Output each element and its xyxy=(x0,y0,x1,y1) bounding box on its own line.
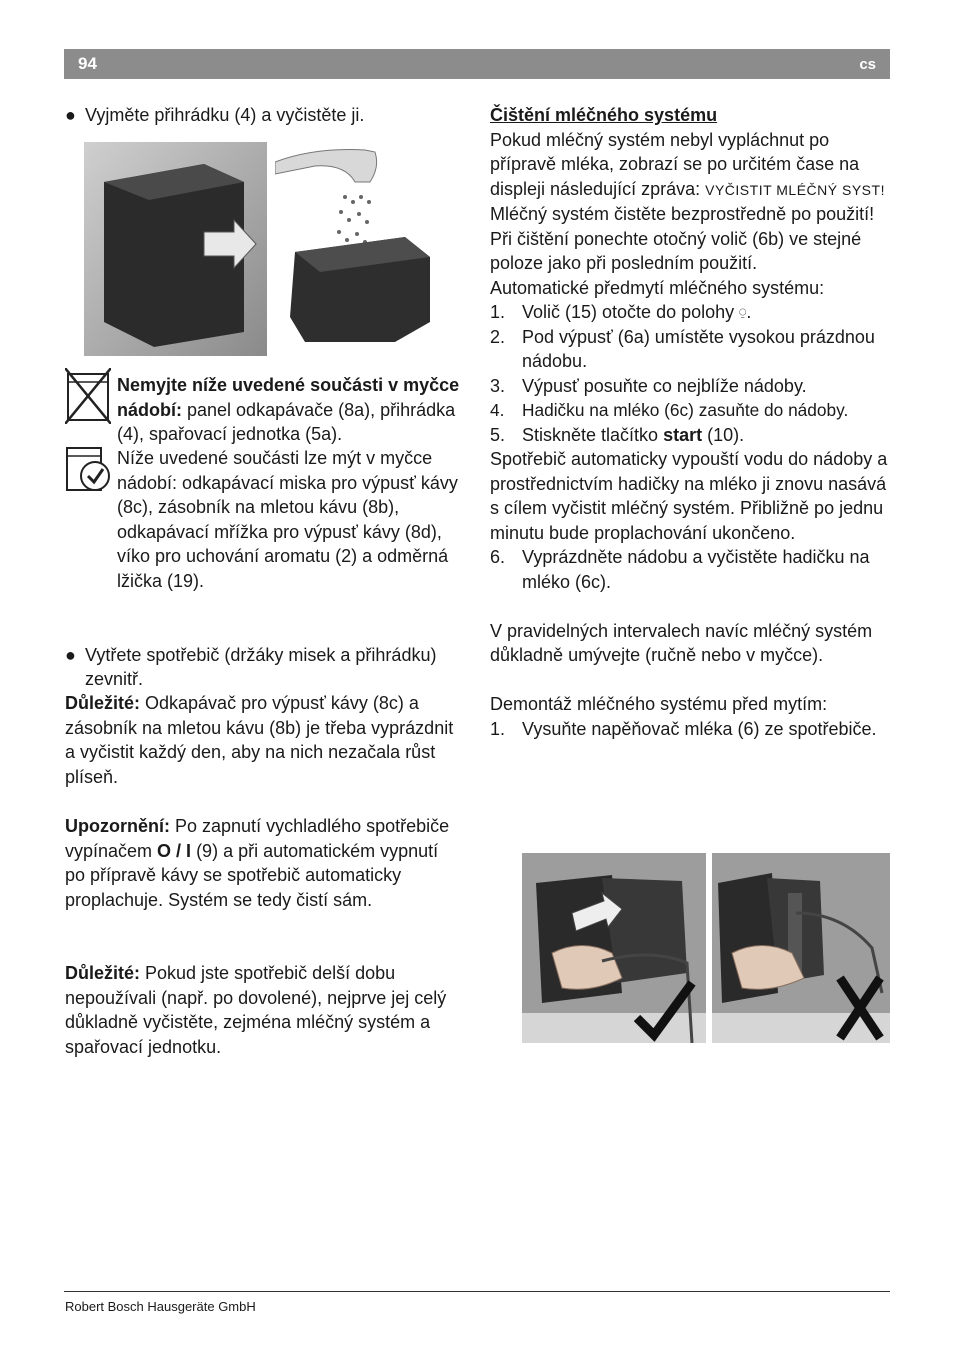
step-3: 3. Výpusť posuňte co nejblíže nádoby. xyxy=(490,375,807,396)
page-number: 94 xyxy=(78,54,97,73)
display-message: VYČISTIT MLÉČNÝ SYST! xyxy=(705,181,885,198)
footer-divider xyxy=(64,1291,890,1292)
figure-drawer-removal xyxy=(84,142,267,356)
bullet-icon: ● xyxy=(65,105,76,125)
paragraph-regular-wash: V pravidelných intervalech navíc mléčný systém důkladně umývejte (ručně nebo v myčce). xyxy=(490,620,873,665)
step-2: 2. Pod výpusť (6a) umístěte vysokou prázdnou nádobu. xyxy=(490,326,875,371)
step-4: 4. Hadičku na mléko (6c) zasuňte do nádoby. xyxy=(490,400,849,420)
important-note-1: Důležité: Odkapávač pro výpusť kávy (8c) a zásobník na mletou kávu (8b) je třeba vyprázdnit a vyčistit každý den, aby na nich nezačala růst plíseň. xyxy=(65,693,454,787)
no-dishwasher-icon xyxy=(65,368,111,424)
bullet-icon: ● xyxy=(65,644,76,665)
milk-system-section xyxy=(490,103,895,741)
paragraph-disassembly: Demontáž mléčného systému před mytím: xyxy=(490,694,828,714)
paragraph-auto-prerinse: Automatické předmytí mléčného systému: xyxy=(490,277,825,298)
page-header xyxy=(64,49,890,79)
section-heading: Čištění mléčného systému xyxy=(490,105,718,125)
figure-frother-correct xyxy=(522,853,706,1043)
paragraph-rinse-process: Spotřebič automaticky vypouští vodu do nádoby a prostřednictvím hadičky na mléko ji znovu nasává s cílem vyčistit mléčný systém. Přibližně po jednu minutu bude proplachování ukončeno. xyxy=(490,449,888,543)
step-1: 1. Volič (15) otočte do polohy ⍜. xyxy=(490,302,752,322)
dishwasher-safe-text: Níže uvedené součásti lze mýt v myčce nádobí: odkapávací miska pro výpusť kávy (8c), zásobník na mletou kávu (8b), odkapávací mřížka pro výpusť kávy (8d), víko pro uchování aromatu (2) a odměrná lžička (19). xyxy=(117,448,458,591)
paragraph-display-message: Pokud mléčný systém nebyl vypláchnut po přípravě mléka, zobrazí se po určitém čase na displeji následující zpráva: VYČISTIT MLÉČNÝ SYST! xyxy=(490,129,885,199)
paragraph-clean-immediately: Mléčný systém čistěte bezprostředně po použití! Při čištění ponechte otočný volič (6b) ve stejné poloze jako při posledním použití. xyxy=(490,204,875,273)
bullet-wipe-appliance: ● Vytřete spotřebič (držáky misek a přihrádku) zevnitř. xyxy=(65,644,437,689)
rinse-position-icon: ⍜ xyxy=(739,305,747,319)
language-code: cs xyxy=(859,56,876,73)
step-disassembly-1: 1. Vysuňte napěňovač mléka (6) ze spotřebiče. xyxy=(490,718,877,739)
footer-company: Robert Bosch Hausgeräte GmbH xyxy=(65,1299,256,1314)
step-5: 5. Stiskněte tlačítko start (10). xyxy=(490,424,745,445)
notice-auto-rinse: Upozornění: Po zapnutí vychladlého spotřebiče vypínačem O / I (9) a při automatickém vypnutí po přípravě kávy se spotřebič automaticky proplachuje. Systém se tedy čistí sám. xyxy=(65,816,450,910)
figure-drawer-rinse xyxy=(275,142,435,356)
figure-frother-incorrect xyxy=(712,853,890,1043)
dishwasher-safe-icon xyxy=(65,446,111,494)
important-note-2: Důležité: Pokud jste spotřebič delší dobu nepoužívali (např. po dovolené), nejprve jej celý důkladně vyčistěte, zejména mléčný systém a spařovací jednotku. xyxy=(65,963,447,1057)
dishwasher-warning: Nemyjte níže uvedené součásti v myčce nádobí: panel odkapávače (8a), přihrádka (4), spařovací jednotka (5a). xyxy=(117,375,460,444)
step-6: 6. Vyprázdněte nádobu a vyčistěte hadičku na mléko (6c). xyxy=(490,547,870,592)
bullet-remove-drawer: ● Vyjměte přihrádku (4) a vyčistěte ji. xyxy=(65,103,485,128)
